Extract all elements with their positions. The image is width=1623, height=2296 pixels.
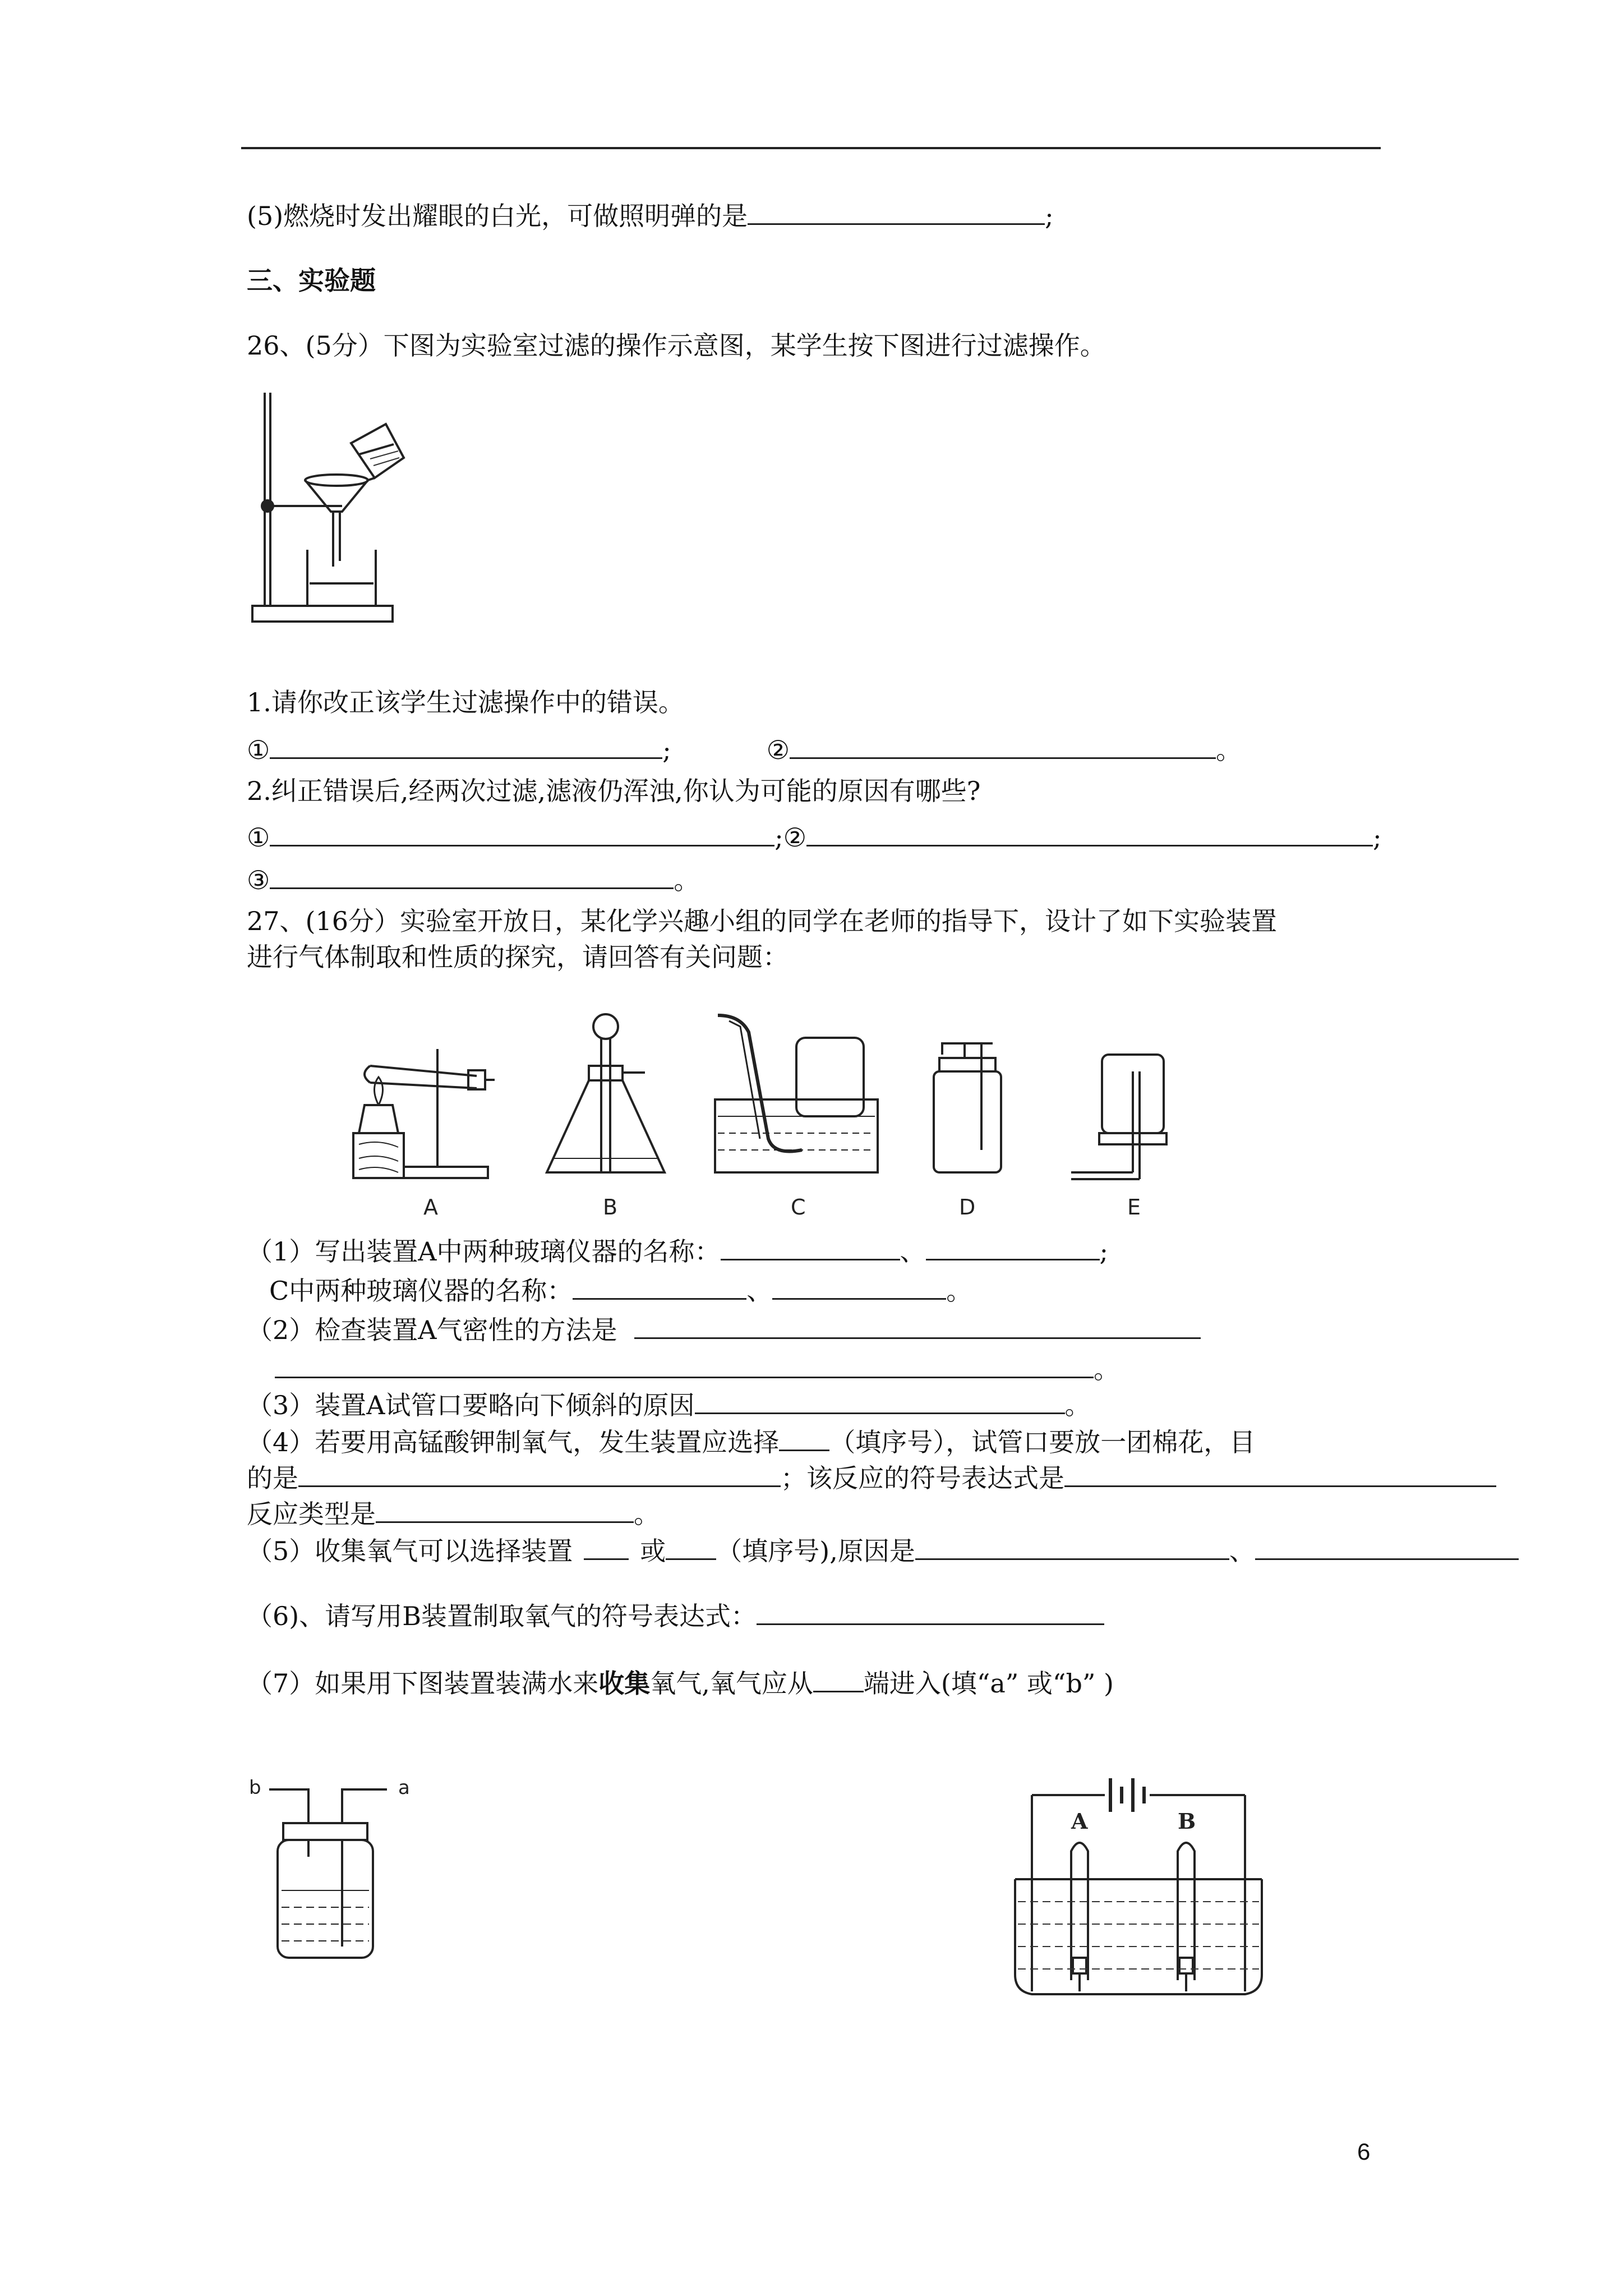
- answer-blank[interactable]: [757, 1599, 1104, 1625]
- section-title: 三、实验题: [247, 265, 376, 296]
- answer-blank[interactable]: [806, 820, 1373, 846]
- q27-p6: （6)、请写用B装置制取氧气的符号表达式：: [247, 1599, 1104, 1633]
- answer-blank[interactable]: [573, 1273, 746, 1300]
- q27-p5: （5）收集氧气可以选择装置 或 （填序号),原因是 、: [247, 1534, 1519, 1568]
- q27-stem2: 进行气体制取和性质的探究，请回答有关问题：: [247, 942, 789, 972]
- answer-blank[interactable]: [772, 1273, 946, 1300]
- answer-blank[interactable]: [790, 733, 1216, 759]
- electrolysis-diagram: [1009, 1767, 1267, 2025]
- apparatus-diagram: [348, 1004, 1256, 1223]
- page-number: 6: [1357, 2138, 1371, 2165]
- bottle-label-b: b: [249, 1777, 261, 1799]
- q27-p7: （7）如果用下图装置装满水来收集氧气,氧气应从 端进入(填“a” 或“b” ): [247, 1666, 1114, 1700]
- apparatus-label-d: D: [959, 1195, 976, 1220]
- answer-blank[interactable]: [721, 1234, 900, 1260]
- answer-blank[interactable]: [634, 1313, 1201, 1339]
- answer-blank[interactable]: [779, 1425, 829, 1451]
- apparatus-label-c: C: [791, 1195, 806, 1220]
- electrode-label-a: A: [1071, 1809, 1088, 1834]
- q26-sub2: 2.纠正错误后,经两次过滤,滤液仍浑浊,你认为可能的原因有哪些?: [247, 776, 981, 806]
- answer-blank[interactable]: [275, 1352, 1094, 1378]
- q27-p3: （3）装置A试管口要略向下倾斜的原因 。: [247, 1388, 1091, 1422]
- q27-p4c: 的是 ；该反应的符号表达式是: [247, 1461, 1496, 1495]
- answer-blank[interactable]: [584, 1534, 629, 1560]
- q26-answer-row2: ① ;② ;: [247, 820, 1382, 854]
- answer-blank[interactable]: [270, 733, 662, 759]
- answer-blank[interactable]: [376, 1497, 634, 1523]
- q27-p4a: （4）若要用高锰酸钾制氧气，发生装置应选择 （填序号），试管口要放一团棉花，目: [247, 1425, 1255, 1459]
- q27-p4e: 反应类型是 。: [247, 1497, 660, 1531]
- q26-sub1: 1.请你改正该学生过滤操作中的错误。: [247, 687, 684, 717]
- q26-answer-row3: ③ 。: [247, 863, 699, 897]
- q27-stem1: 27、(16分）实验室开放日，某化学兴趣小组的同学在老师的指导下，设计了如下实验装置: [247, 906, 1278, 936]
- answer-blank[interactable]: [270, 863, 674, 889]
- answer-blank[interactable]: [748, 199, 1045, 225]
- q27-p2-cont: 。: [275, 1352, 1119, 1386]
- apparatus-label-a: A: [423, 1195, 438, 1220]
- gas-bottle-diagram: [247, 1767, 421, 1969]
- answer-blank[interactable]: [1255, 1534, 1519, 1560]
- answer-blank[interactable]: [1064, 1461, 1496, 1487]
- answer-blank[interactable]: [926, 1234, 1100, 1260]
- q27-p2: （2）检查装置A气密性的方法是: [247, 1313, 1201, 1347]
- answer-blank[interactable]: [666, 1534, 716, 1560]
- q27-p1a: （1）写出装置A中两种玻璃仪器的名称： 、 ;: [247, 1234, 1108, 1268]
- answer-blank[interactable]: [695, 1388, 1065, 1414]
- answer-blank[interactable]: [915, 1534, 1229, 1560]
- electrode-label-b: B: [1178, 1809, 1196, 1834]
- q27-p1b: C中两种玻璃仪器的名称： 、 。: [269, 1273, 972, 1308]
- q26-stem: 26、(5分）下图为实验室过滤的操作示意图，某学生按下图进行过滤操作。: [247, 330, 1106, 361]
- answer-blank[interactable]: [813, 1666, 864, 1692]
- answer-blank[interactable]: [298, 1461, 781, 1487]
- apparatus-label-e: E: [1127, 1195, 1141, 1220]
- header-rule: [241, 147, 1381, 149]
- q25-5-line: (5)燃烧时发出耀眼的白光，可做照明弹的是 ;: [247, 199, 1054, 233]
- answer-blank[interactable]: [270, 820, 774, 846]
- apparatus-label-b: B: [603, 1195, 618, 1220]
- bottle-label-a: a: [398, 1777, 410, 1799]
- q26-answer-row1: ① ; ② 。: [247, 733, 1242, 767]
- filtration-diagram: [241, 381, 409, 639]
